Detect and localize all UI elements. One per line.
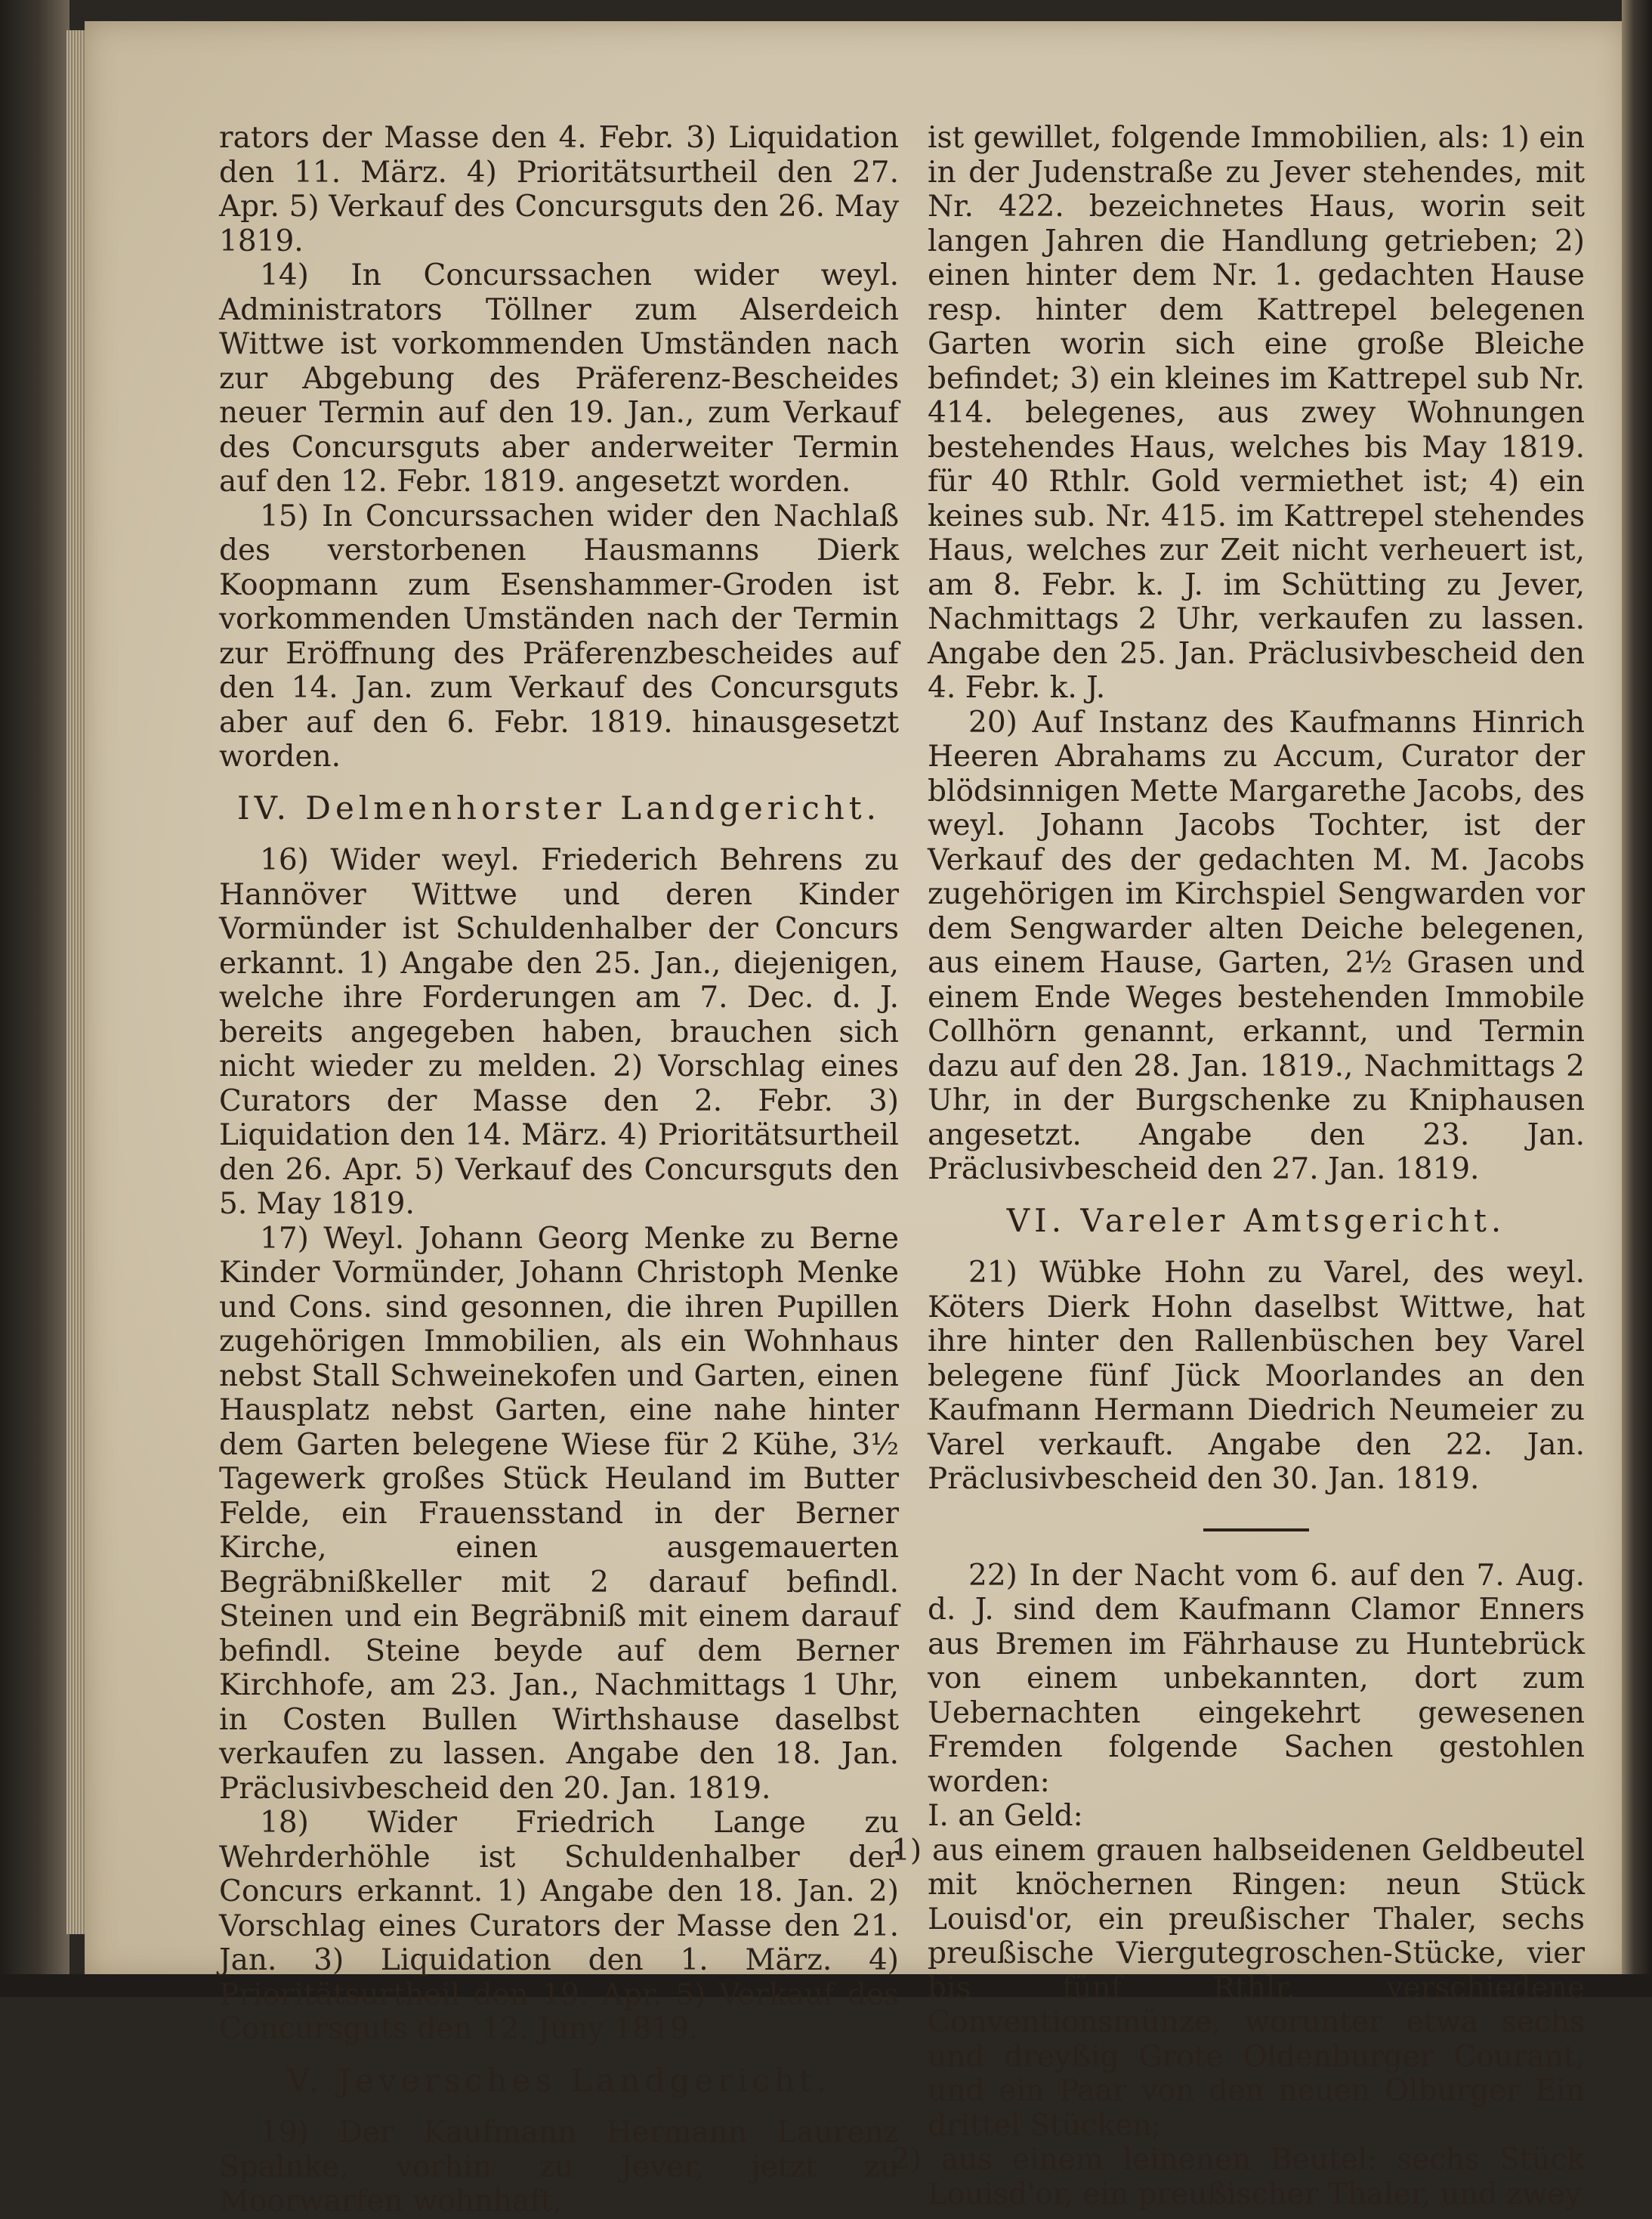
left-column xyxy=(219,121,899,2219)
paragraph-17: 17) Weyl. Johann Georg Menke zu Berne Kinder Vormünder, Johann Christoph Menke und Cons. sind gesonnen, die ihren Pupillen zugehörigen Immobilien, als ein Wohnhaus nebst Stall Schweinekofen und Garten, einen Hausplatz nebst Garten, eine nahe hinter dem Garten belegene Wiese für 2 Kühe, 3½ Tagewerk großes Stück Heuland im Butter Felde, ein Frauensstand in der Berner Kirche, einen ausgemauerten Begräbnißkeller mit 2 darauf befindl. Steinen und ein Begräbniß mit einem darauf befindl. Steine beyde auf dem Berner Kirchhofe, am 23. Jan., Nachmittags 1 Uhr, in Costen Bullen Wirthshause daselbst verkaufen zu lassen. Angabe den 18. Jan. Präclusivbescheid den 20. Jan. 1819. xyxy=(219,1221,899,1806)
paragraph-19-continued: ist gewillet, folgende Immobilien, als: 1) ein in der Judenstraße zu Jever stehendes, mit Nr. 422. bezeichnetes Haus, worin seit langen Jahren die Handlung getrieben; 2) einen hinter dem Nr. 1. gedachten Hause resp. hinter dem Kattrepel belegenen Garten worin sich eine große Bleiche befindet; 3) ein kleines im Kattrepel sub Nr. 414. belegenes, aus zwey Wohnungen bestehendes Haus, welches bis May 1819. für 40 Rthlr. Gold vermiethet ist; 4) ein keines sub. Nr. 415. im Kattrepel stehendes Haus, welches zur Zeit nicht verheuert ist, am 8. Febr. k. J. im Schütting zu Jever, Nachmittags 2 Uhr, verkaufen zu lassen. Angabe den 25. Jan. Präclusivbescheid den 4. Febr. k. J. xyxy=(928,121,1585,705)
paragraph-16: 16) Wider weyl. Friederich Behrens zu Hannöver Wittwe und deren Kinder Vormünder ist Schuldenhalber der Concurs erkannt. 1) Angabe den 25. Jan., diejenigen, welche ihre Forderungen am 7. Dec. d. J. bereits angegeben haben, brauchen sich nicht wieder zu melden. 2) Vorschlag eines Curators der Masse den 2. Febr. 3) Liquidation den 14. März. 4) Prioritätsurtheil den 26. Apr. 5) Verkauf des Concursguts den 5. May 1819. xyxy=(219,843,899,1221)
book-gutter-right xyxy=(1622,0,1652,1997)
list-item-2: 2) aus einem leinenen Beutel: sechs Stück Louisd'or, ein preußischer Thaler, und zwey xyxy=(891,2143,1585,2211)
paragraph-13-continued: rators der Masse den 4. Febr. 3) Liquidation den 11. März. 4) Prioritätsurtheil den 27. Apr. 5) Verkauf des Concursguts den 26. May 1819. xyxy=(219,121,899,258)
paragraph-15: 15) In Concurssachen wider den Nachlaß des verstorbenen Hausmanns Dierk Koopmann zum Esenshammer-Groden ist vorkommenden Umständen nach der Termin zur Eröffnung des Präferenzbescheides auf den 14. Jan. zum Verkauf des Concursguts aber auf den 6. Febr. 1819. hinausgesetzt worden. xyxy=(219,499,899,774)
right-column xyxy=(891,121,1585,2211)
section-divider-rule xyxy=(1203,1528,1309,1531)
paragraph-14: 14) In Concurssachen wider weyl. Administrators Töllner zum Alserdeich Wittwe ist vorkommenden Umständen nach zur Abgebung des Präferenz-Bescheides neuer Termin auf den 19. Jan., zum Verkauf des Concursguts aber anderweiter Termin auf den 12. Febr. 1819. angesetzt worden. xyxy=(219,258,899,499)
section-heading-iv: IV. Delmenhorster Landgericht. xyxy=(236,789,882,827)
book-binding-left xyxy=(0,0,69,1997)
list-heading-money: I. an Geld: xyxy=(928,1799,1083,1833)
paragraph-21: 21) Wübke Hohn zu Varel, des weyl. Köters Dierk Hohn daselbst Wittwe, hat ihre hinter den Rallenbüschen bey Varel belegene fünf Jück Moorlandes an den Kaufmann Hermann Diedrich Neumeier zu Varel verkauft. Angabe den 22. Jan. Präclusivbescheid den 30. Jan. 1819. xyxy=(928,1256,1585,1496)
paragraph-20: 20) Auf Instanz des Kaufmanns Hinrich Heeren Abrahams zu Accum, Curator der blödsinnigen Mette Margarethe Jacobs, des weyl. Johann Jacobs Tochter, ist der Verkauf des der gedachten M. M. Jacobs zugehörigen im Kirchspiel Sengwarden vor dem Sengwarder alten Deiche belegenen, aus einem Hause, Garten, 2½ Grasen und einem Ende Weges bestehenden Immobile Collhörn genannt, erkannt, und Termin dazu auf den 28. Jan. 1819., Nachmittags 2 Uhr, in der Burgschenke zu Kniphausen angesetzt. Angabe den 23. Jan. Präclusivbescheid den 27. Jan. 1819. xyxy=(928,705,1585,1186)
section-heading-v: V. Jeversches Landgericht. xyxy=(286,2061,832,2099)
section-heading-vi: VI. Vareler Amtsgericht. xyxy=(1006,1201,1506,1239)
paragraph-18: 18) Wider Friedrich Lange zu Wehrderhöhle ist Schuldenhalber der Concurs erkannt. 1) Angabe den 18. Jan. 2) Vorschlag eines Curators der Masse den 21. Jan. 3) Liquidation den 1. März. 4) Prioritätsurtheil den 19. Apr. 5) Verkauf des Concursguts den 12. Juny 1819. xyxy=(219,1806,899,2046)
paragraph-19: 19) Der Kaufmann Hermann Laurenz Spalnke, vorhin zu Jever, jetzt zu Moorwarfen wohnhaft, xyxy=(219,2115,899,2218)
list-item-1: 1) aus einem grauen halbseidenen Geldbeutel mit knöchernen Ringen: neun Stück Louisd'or, ein preußischer Thaler, sechs preußische Viergutegroschen-Stücke, vier bis fünf Rthlr. verschiedene Conventionsmünze, worunter etwa sechs und dreyßig Grote Oldenburger Courant, und ein Paar von den neuen Olburger Ein drittel Stücken; xyxy=(891,1833,1585,2143)
paragraph-22: 22) In der Nacht vom 6. auf den 7. Aug. d. J. sind dem Kaufmann Clamor Enners aus Bremen im Fährhause zu Huntebrück von einem unbekannten, dort zum Uebernachten eingekehrt gewesenen Fremden folgende Sachen gestohlen worden: xyxy=(928,1558,1585,1799)
